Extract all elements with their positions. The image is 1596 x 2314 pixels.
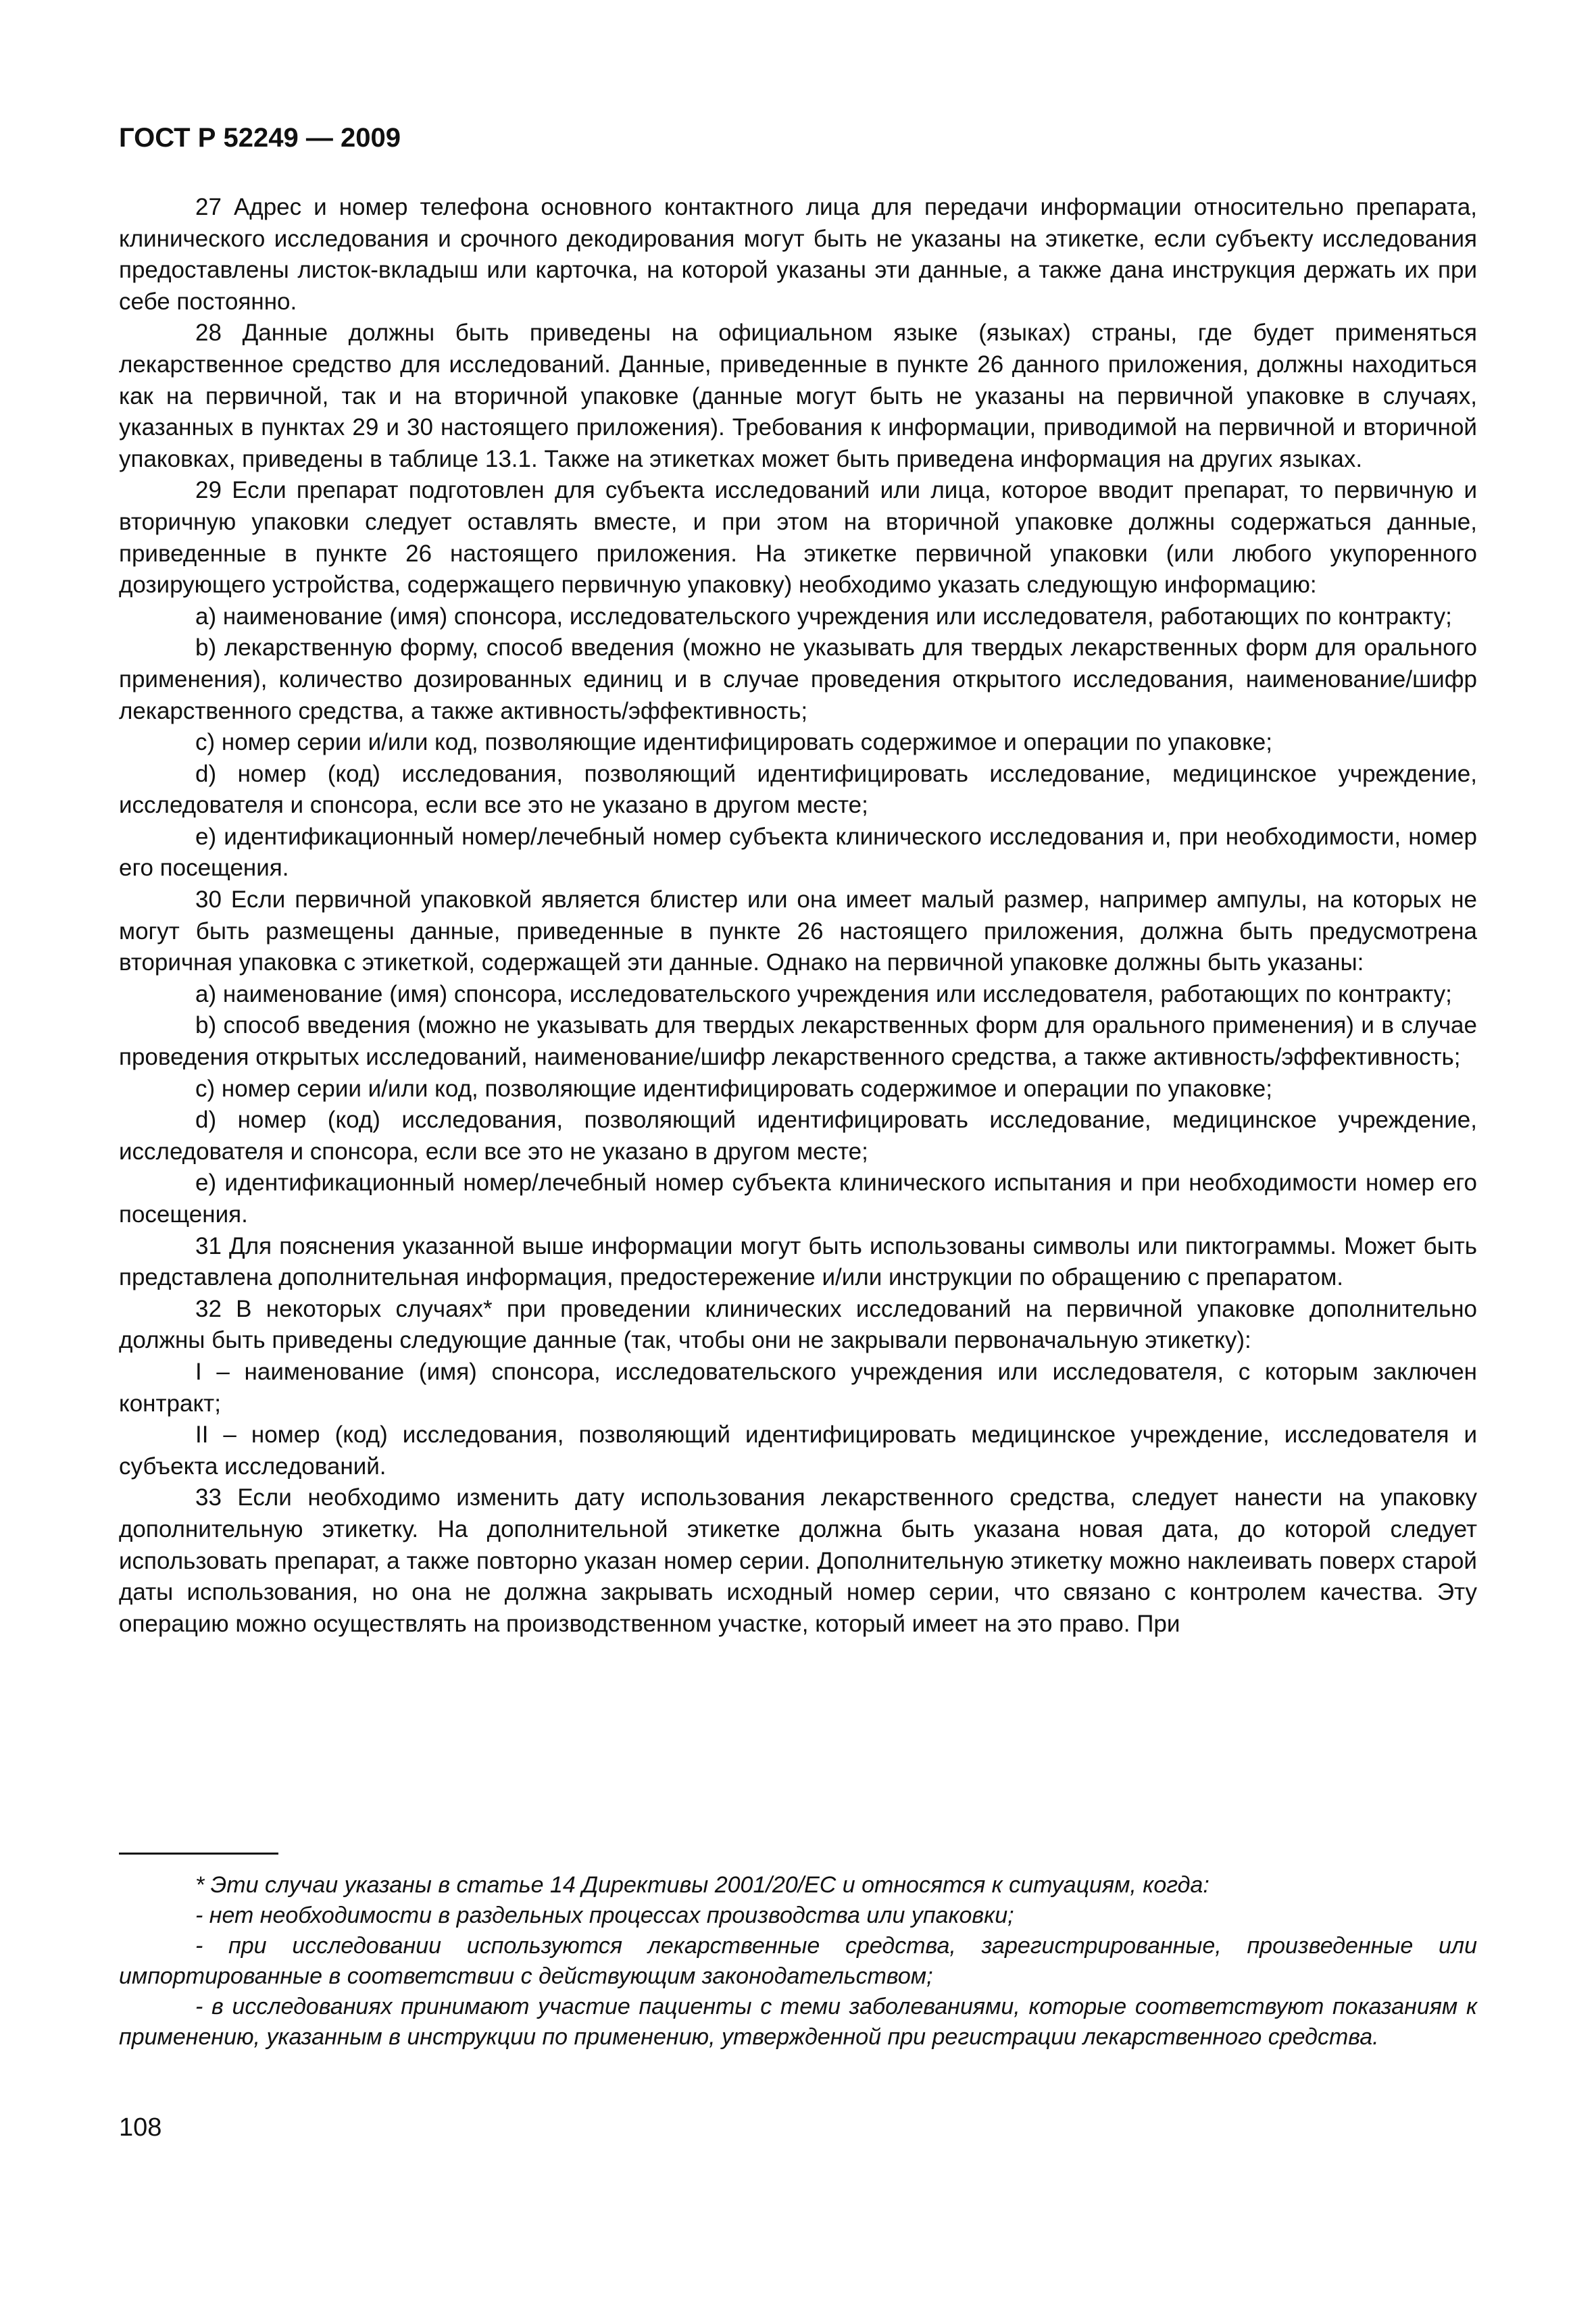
list-item-30e: e) идентификационный номер/лечебный номер субъекта клинического испытания и при необходимости номер его посещения. — [119, 1169, 1477, 1228]
footnote-item: - в исследованиях принимают участие пациенты с теми заболеваниями, которые соответствуют показаниям к применению, указанным в инструкции по применению, утвержденной при регистрации лекарственного средства. — [119, 1994, 1477, 2050]
footnote-asterisk: * Эти случаи указаны в статье 14 Директивы 2001/20/ЕС и относятся к ситуациям, когда: — [195, 1872, 1210, 1898]
standard-header: ГОСТ Р 52249 — 2009 — [119, 123, 401, 153]
paragraph-27: 27 Адрес и номер телефона основного контактного лица для передачи информации относительно препарата, клинического исследования и срочного декодирования могут быть не указаны на этикетке, если субъекту исследования предоставлены листок-вкладыш или карточка, на которой указаны эти данные, а также дана инструкция держать их при себе постоянно. — [119, 194, 1477, 315]
list-item-32-ii: II – номер (код) исследования, позволяющий идентифицировать медицинское учреждение, исследователя и субъекта исследований. — [119, 1422, 1477, 1480]
list-item-30a: a) наименование (имя) спонсора, исследовательского учреждения или исследователя, работающих по контракту; — [195, 980, 1452, 1007]
list-item-32-i: I – наименование (имя) спонсора, исследовательского учреждения или исследователя, с которым заключен контракт; — [119, 1358, 1477, 1417]
list-item-30d: d) номер (код) исследования, позволяющий идентифицировать исследование, медицинское учреждение, исследователя и спонсора, если все это не указано в другом месте; — [119, 1107, 1477, 1165]
footnote-divider — [119, 1853, 278, 1855]
list-item-29c: c) номер серии и/или код, позволяющие идентифицировать содержимое и операции по упаковке; — [195, 729, 1272, 756]
footnotes — [119, 1870, 1477, 2053]
list-item-29a: a) наименование (имя) спонсора, исследовательского учреждения или исследователя, работающих по контракту; — [195, 603, 1452, 630]
main-text — [119, 192, 1477, 1640]
paragraph-30: 30 Если первичной упаковкой является блистер или она имеет малый размер, например ампулы, на которых не могут быть размещены данные, приведенные в пункте 26 настоящего приложения, должна быть предусмотрена вторичная упаковка с этикеткой, содержащей эти данные. Однако на первичной упаковке должны быть указаны: — [119, 886, 1477, 976]
list-item-29d: d) номер (код) исследования, позволяющий идентифицировать исследование, медицинское учреждение, исследователя и спонсора, если все это не указано в другом месте; — [119, 760, 1477, 819]
paragraph-29: 29 Если препарат подготовлен для субъекта исследований или лица, которое вводит препарат, то первичную и вторичную упаковки следует оставлять вместе, и при этом на вторичной упаковке должны содержаться данные, приведенные в пункте 26 настоящего приложения. На этикетке первичной упаковки (или любого укупоренного дозирующего устройства, содержащего первичную упаковку) необходимо указать следующую информацию: — [119, 477, 1477, 599]
footnote-item: - нет необходимости в раздельных процессах производства или упаковки; — [195, 1903, 1014, 1928]
paragraph-33: 33 Если необходимо изменить дату использования лекарственного средства, следует нанести на упаковку дополнительную этикетку. На дополнительной этикетке должна быть указана новая дата, до которой следует использовать препарат, а также повторно указан номер серии. Дополнительную этикетку можно наклеивать поверх старой даты использования, но она не должна закрывать исходный номер серии, что связано с контролем качества. Эту операцию можно осуществлять на производственном участке, который имеет на это право. При — [119, 1484, 1477, 1637]
list-item-29b: b) лекарственную форму, способ введения (можно не указывать для твердых лекарственных форм для орального применения), количество дозированных единиц и в случае проведения открытого исследования, наименование/шифр лекарственного средства, а также активность/эффективность; — [119, 634, 1477, 724]
paragraph-32: 32 В некоторых случаях* при проведении клинических исследований на первичной упаковке дополнительно должны быть приведены следующие данные (так, чтобы они не закрывали первоначальную этикетку): — [119, 1295, 1477, 1354]
footnote-item: - при исследовании используются лекарственные средства, зарегистрированные, произведенные или импортированные в соответствии с действующим законодательством; — [119, 1933, 1477, 1989]
page-number: 108 — [119, 2113, 162, 2142]
list-item-30b: b) способ введения (можно не указывать для твердых лекарственных форм для орального применения) и в случае проведения открытых исследований, наименование/шифр лекарственного средства, а также активность/эффективность; — [119, 1012, 1477, 1071]
paragraph-28: 28 Данные должны быть приведены на официальном языке (языках) страны, где будет применяться лекарственное средство для исследований. Данные, приведенные в пункте 26 данного приложения, должны находиться как на первичной, так и на вторичной упаковке (данные могут быть не указаны на первичной упаковке в случаях, указанных в пунктах 29 и 30 настоящего приложения). Требования к информации, приводимой на первичной и вторичной упаковках, приведены в таблице 13.1. Также на этикетках может быть приведена информация на других языках. — [119, 320, 1477, 472]
list-item-29e: e) идентификационный номер/лечебный номер субъекта клинического исследования и, при необходимости, номер его посещения. — [119, 823, 1477, 882]
paragraph-31: 31 Для пояснения указанной выше информации могут быть использованы символы или пиктограммы. Может быть представлена дополнительная информация, предостережение и/или инструкции по обращению с препаратом. — [119, 1232, 1477, 1291]
list-item-30c: c) номер серии и/или код, позволяющие идентифицировать содержимое и операции по упаковке; — [195, 1075, 1272, 1102]
